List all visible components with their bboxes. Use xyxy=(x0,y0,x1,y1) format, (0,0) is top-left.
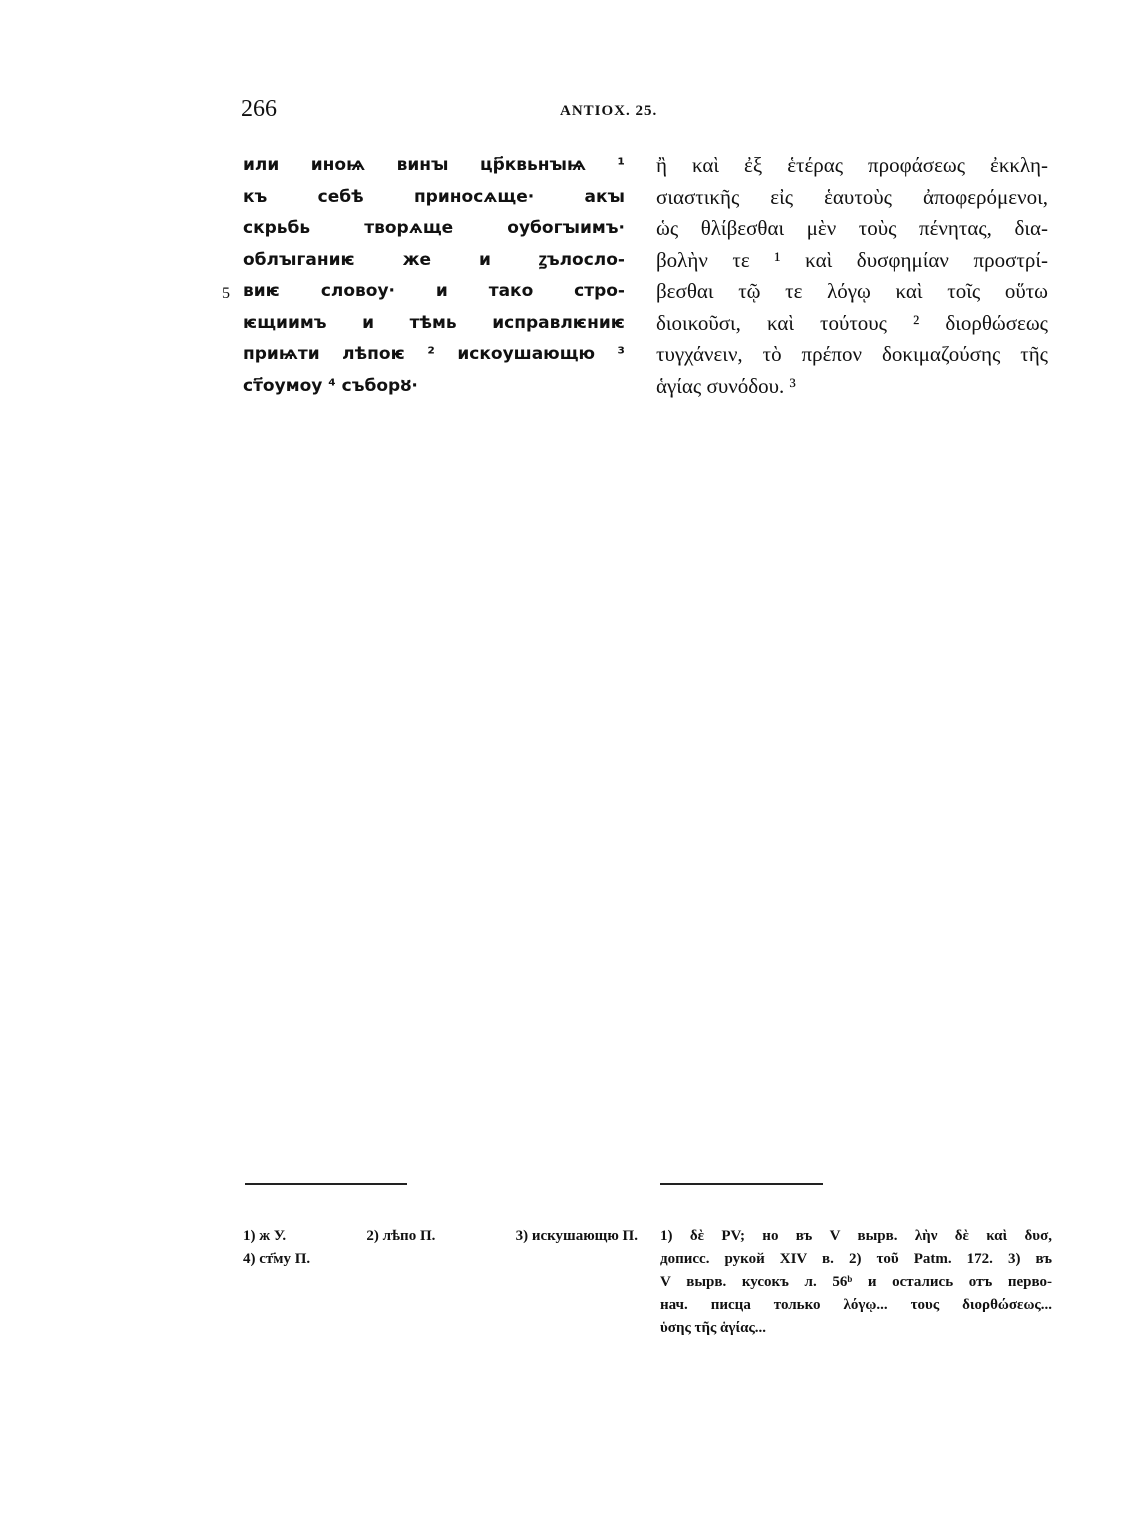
slavonic-line: виѥ словоу· и тако стро- xyxy=(243,281,625,301)
footnote-line: дописс. рукой XIV в. 2) τοῦ Patm. 172. 3) въ xyxy=(660,1251,1052,1267)
footnote-rule-right xyxy=(660,1183,823,1185)
line-number-marker: 5 xyxy=(222,285,230,302)
slavonic-line: скрьбь творѧще оубогꙑимъ· xyxy=(243,218,625,238)
greek-text-column xyxy=(656,150,1048,402)
greek-line: βεσθαι τῷ τε λόγῳ καὶ τοῖς οὕτω xyxy=(656,279,1048,303)
footnote-4: 4) ст҃му П. xyxy=(243,1251,311,1267)
footnote-1: 1) ж У. xyxy=(243,1228,287,1244)
slavonic-line: или иноѩ винꙑ цр҃квьнꙑѩ ¹ xyxy=(243,155,625,175)
greek-line: ἁγίας συνόδου. ³ xyxy=(656,373,796,398)
slavonic-line: облꙑганиѥ же и ꙁълосло- xyxy=(243,249,625,270)
footnote-line: 1) δὲ PV; но въ V вырв. λὴν δὲ καὶ δυσ, xyxy=(660,1228,1052,1244)
footnotes-left xyxy=(243,1225,638,1271)
footnote-row xyxy=(243,1225,638,1248)
running-head: ANTIOX. 25. xyxy=(560,103,658,119)
greek-line: διοικοῦσι, καὶ τούτους ² διορθώσεως xyxy=(656,310,1048,335)
slavonic-text-column xyxy=(243,150,625,402)
footnote-3: 3) искушающю П. xyxy=(515,1228,638,1244)
slavonic-line: ѥщиимъ и тѣмь исправлѥниѥ xyxy=(243,312,625,333)
page-number: 266 xyxy=(241,96,277,122)
footnote-line: ὑσης τῆς ἁγίας... xyxy=(660,1320,767,1336)
slavonic-line: къ себѣ приносѧще· акꙑ xyxy=(243,186,625,207)
slavonic-line: ст҃оумоу ⁴ съборȣ· xyxy=(243,375,418,396)
slavonic-line: приѩти лѣпоѥ ² искоушающю ³ xyxy=(243,344,625,364)
greek-line: ἢ καὶ ἐξ ἑτέρας προφάσεως ἐκκλη- xyxy=(656,153,1048,177)
footnote-2: 2) лѣпо П. xyxy=(366,1228,436,1244)
greek-line: ὡς θλίβεσθαι μὲν τοὺς πένητας, δια- xyxy=(656,216,1048,240)
footnote-rule-left xyxy=(245,1183,407,1185)
footnotes-right xyxy=(660,1225,1052,1340)
greek-line: τυγχάνειν, τὸ πρέπον δοκιμαζούσης τῆς xyxy=(656,342,1048,366)
footnote-line: нач. писца только λόγῳ... τους διορθώσεως... xyxy=(660,1297,1052,1313)
footnote-line: V вырв. кусокъ л. 56ᵇ и остались отъ перво- xyxy=(660,1274,1052,1290)
greek-line: σιαστικῆς εἰς ἑαυτοὺς ἀποφερόμενοι, xyxy=(656,184,1048,209)
greek-line: βολὴν τε ¹ καὶ δυσφημίαν προστρί- xyxy=(656,247,1048,272)
